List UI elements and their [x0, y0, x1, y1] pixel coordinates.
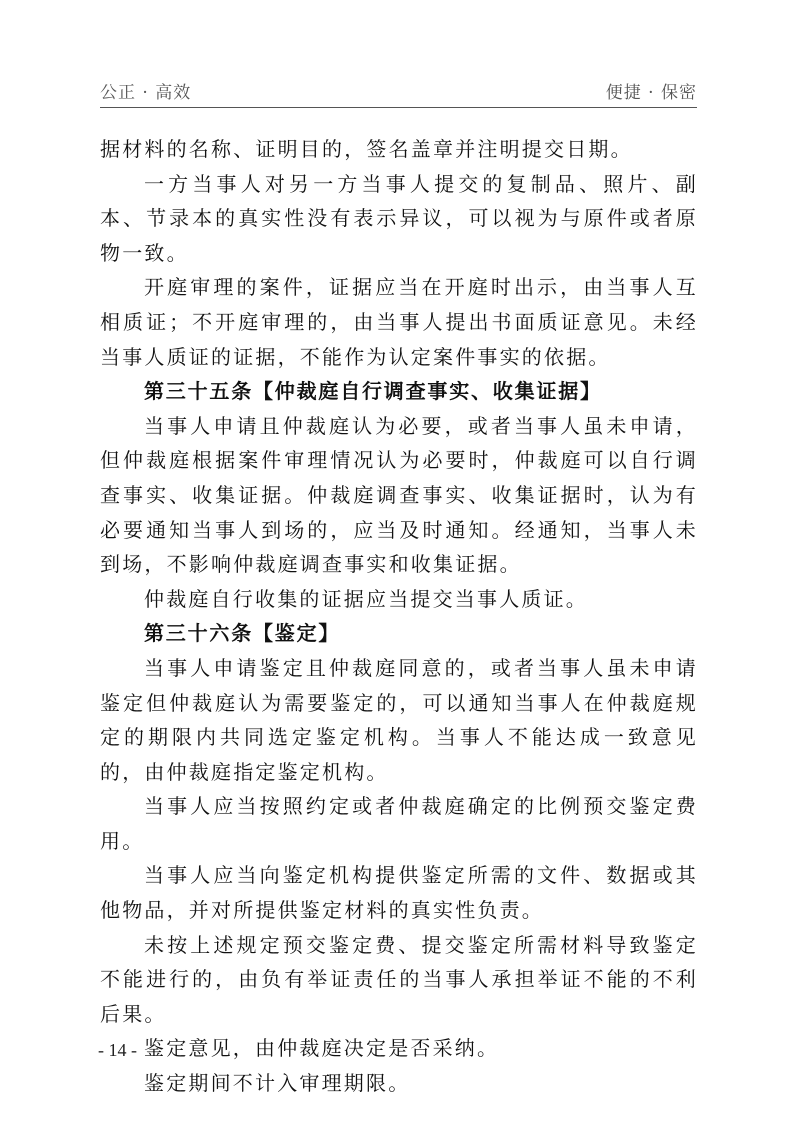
paragraph-5: 当事人申请且仲裁庭认为必要，或者当事人虽未申请，但仲裁庭根据案件审理情况认为必要时，仲裁庭可以自行调查事实、收集证据。仲裁庭调查事实、收集证据时，认为有必要通知当事人到场的，应当及时通知。经通知，当事人未到场，不影响仲裁庭调查事实和收集证据。	[100, 413, 698, 577]
header-left-text: 公正 · 高效	[100, 83, 192, 103]
paragraph-3: 开庭审理的案件，证据应当在开庭时出示，由当事人互相质证；不开庭审理的，由当事人提出书面质证意见。未经当事人质证的证据，不能作为认定案件事实的依据。	[100, 275, 698, 369]
article-35-heading: 第三十五条【仲裁庭自行调查事实、收集证据】	[144, 379, 602, 404]
paragraph-9: 当事人应当按照约定或者仲裁庭确定的比例预交鉴定费用。	[100, 794, 698, 853]
paragraph-10: 当事人应当向鉴定机构提供鉴定所需的文件、数据或其他物品，并对所提供鉴定材料的真实性负责。	[100, 863, 698, 923]
paragraph-8: 当事人申请鉴定且仲裁庭同意的，或者当事人虽未申请鉴定但仲裁庭认为需要鉴定的，可以通知当事人在仲裁庭规定的期限内共同选定鉴定机构。当事人不能达成一致意见的，由仲裁庭指定鉴定机构。	[100, 655, 698, 784]
header-right-text: 便捷 · 保密	[605, 83, 697, 103]
page-number: - 14 -	[98, 1040, 137, 1060]
article-36-heading: 第三十六条【鉴定】	[144, 621, 341, 646]
paragraph-12: 鉴定意见，由仲裁庭决定是否采纳。	[144, 1036, 500, 1061]
paragraph-6: 仲裁庭自行收集的证据应当提交当事人质证。	[144, 586, 588, 611]
document-body	[100, 132, 698, 1101]
paragraph-2: 一方当事人对另一方当事人提交的复制品、照片、副本、节录本的真实性没有表示异议，可以视为与原件或者原物一致。	[100, 171, 698, 265]
paragraph-11: 未按上述规定预交鉴定费、提交鉴定所需材料导致鉴定不能进行的，由负有举证责任的当事人承担举证不能的不利后果。	[100, 932, 698, 1026]
page-header	[100, 72, 697, 108]
paragraph-1: 据材料的名称、证明目的，签名盖章并注明提交日期。	[100, 137, 633, 161]
paragraph-13: 鉴定期间不计入审理期限。	[144, 1071, 411, 1096]
